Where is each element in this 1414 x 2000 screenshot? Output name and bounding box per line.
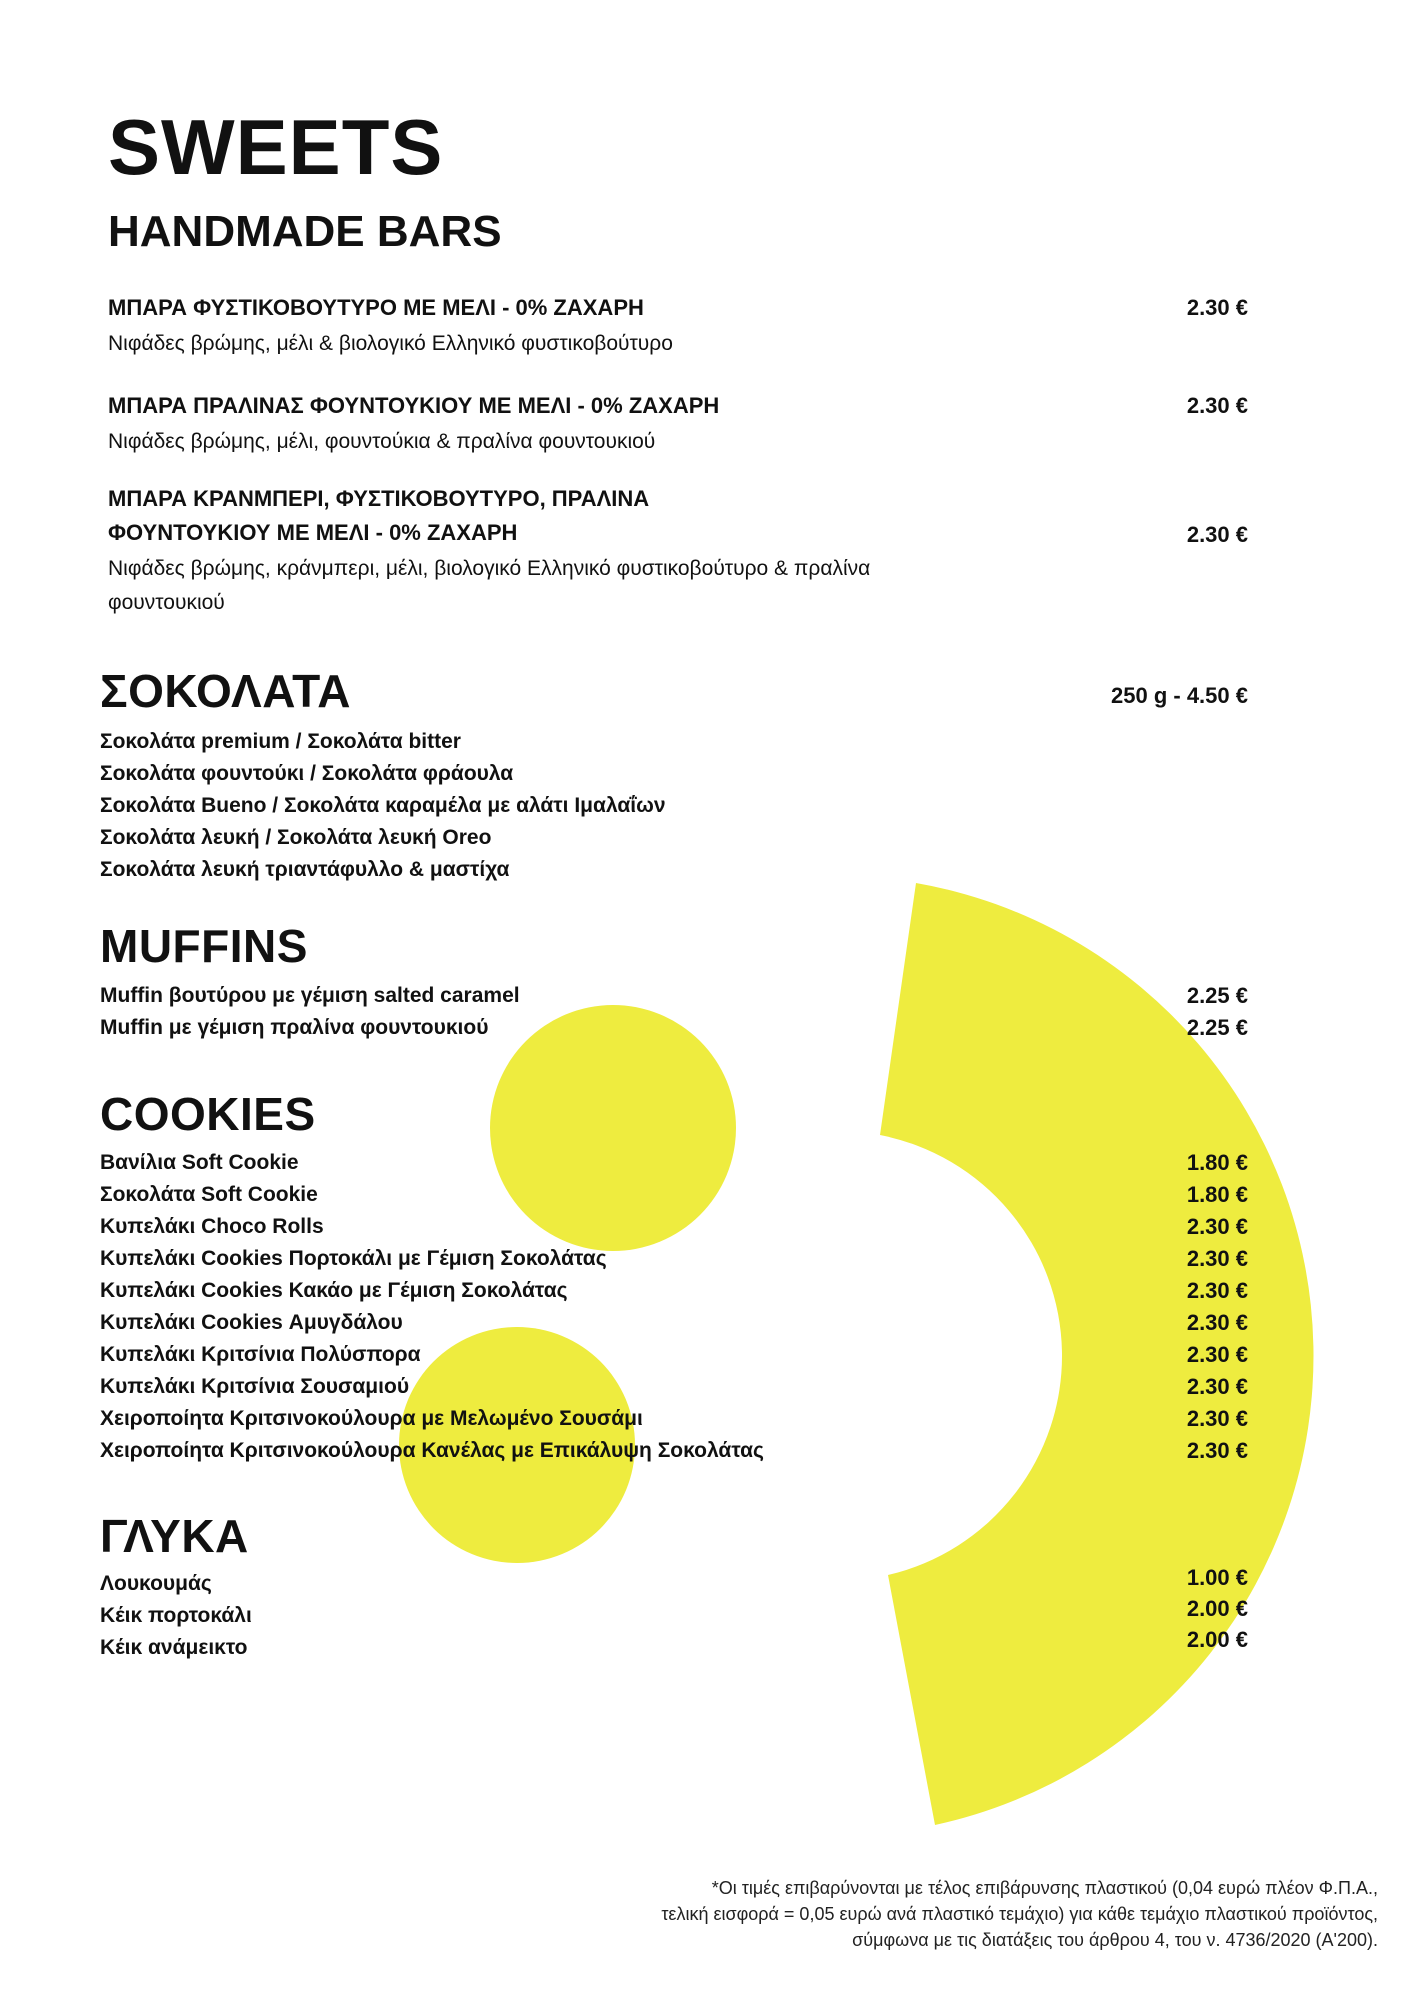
glyka-list: [100, 1568, 252, 1664]
list-item: [100, 854, 1248, 886]
list-item: [100, 1012, 1248, 1044]
item-name: Κυπελάκι Cookies Αμυγδάλου: [100, 1311, 403, 1334]
chocolate-price-note: 250 g - 4.50 €: [1111, 683, 1248, 708]
item-price: 2.30 €: [1186, 1374, 1248, 1399]
bar-price: 2.30 €: [1186, 295, 1248, 320]
item-name: Muffin με γέμιση πραλίνα φουντουκιού: [100, 1016, 489, 1039]
bar-description: Νιφάδες βρώμης, μέλι, φουντούκια & πραλίνα φουντουκιού: [108, 430, 656, 453]
item-price: 2.30 €: [1186, 1214, 1248, 1239]
section-title-chocolate: ΣΟΚΟΛΑΤΑ: [100, 665, 352, 717]
item-name: Βανίλια Soft Cookie: [100, 1151, 299, 1174]
item-price: 2.25 €: [1186, 983, 1248, 1008]
item-name: Λουκουμάς: [100, 1572, 212, 1595]
item-name: Κέικ πορτοκάλι: [100, 1604, 252, 1627]
item-price: 2.00 €: [1186, 1627, 1248, 1652]
bar-name: ΜΠΑΡΑ ΦΥΣΤΙΚΟΒΟΥΤΥΡΟ ΜΕ ΜΕΛΙ - 0% ΖΑΧΑΡΗ: [108, 295, 644, 320]
item-price: 2.25 €: [1186, 1015, 1248, 1040]
list-item: [100, 1435, 1248, 1467]
item-name: Σοκολάτα Soft Cookie: [100, 1183, 318, 1206]
list-item: [100, 790, 1248, 822]
list-item: [100, 1371, 1248, 1403]
item-name: Κέικ ανάμεικτο: [100, 1636, 248, 1659]
list-item: [100, 1147, 1248, 1179]
list-item: [100, 758, 1248, 790]
page-title: SWEETS: [108, 103, 444, 191]
footnote: [661, 1875, 1378, 1953]
item-name: Σοκολάτα Bueno / Σοκολάτα καραμέλα με αλάτι Ιμαλαΐων: [100, 794, 666, 817]
section-title-handmade-bars: HANDMADE BARS: [108, 207, 502, 256]
list-item: [100, 1403, 1248, 1435]
item-name: Κυπελάκι Cookies Κακάο με Γέμιση Σοκολάτας: [100, 1279, 568, 1302]
item-price: 2.30 €: [1186, 1310, 1248, 1335]
list-item: [100, 1275, 1248, 1307]
bar-item: [108, 291, 1248, 361]
list-item: [100, 980, 1248, 1012]
item-price: 2.30 €: [1186, 1278, 1248, 1303]
list-item: [100, 1211, 1248, 1243]
section-title-cookies: COOKIES: [100, 1088, 316, 1140]
item-name: Κυπελάκι Cookies Πορτοκάλι με Γέμιση Σοκολάτας: [100, 1247, 607, 1270]
list-item: [100, 1307, 1248, 1339]
bar-description: Νιφάδες βρώμης, μέλι & βιολογικό Ελληνικό φυστικοβούτυρο: [108, 332, 673, 355]
list-item: [100, 1179, 1248, 1211]
footnote-line: σύμφωνα με τις διατάξεις του άρθρου 4, του ν. 4736/2020 (Α'200).: [852, 1930, 1378, 1950]
list-item: [100, 1339, 1248, 1371]
list-item: [100, 1243, 1248, 1275]
item-name: Σοκολάτα λευκή τριαντάφυλλο & μαστίχα: [100, 858, 510, 881]
cookies-list: [100, 1147, 1248, 1467]
chocolate-list: [100, 726, 1248, 886]
section-title-muffins: MUFFINS: [100, 920, 308, 972]
list-item: [100, 822, 1248, 854]
bar-item: [108, 482, 1248, 620]
item-price: 2.30 €: [1186, 1342, 1248, 1367]
item-name: Χειροποίητα Κριτσινοκούλουρα με Μελωμένο Σουσάμι: [100, 1407, 643, 1430]
item-name: Κυπελάκι Κριτσίνια Πολύσπορα: [100, 1343, 421, 1366]
item-price: 2.00 €: [1186, 1596, 1248, 1621]
bar-name: ΜΠΑΡΑ ΠΡΑΛΙΝΑΣ ΦΟΥΝΤΟΥΚΙΟΥ ΜΕ ΜΕΛΙ - 0% ΖΑΧΑΡΗ: [108, 393, 720, 418]
item-price: 2.30 €: [1186, 1246, 1248, 1271]
item-name: Κυπελάκι Choco Rolls: [100, 1215, 324, 1238]
glyka-prices: [1187, 1562, 1248, 1655]
item-name: Σοκολάτα λευκή / Σοκολάτα λευκή Oreo: [100, 826, 492, 849]
item-price: 1.80 €: [1186, 1182, 1248, 1207]
list-item: [100, 726, 1248, 758]
footnote-line: *Οι τιμές επιβαρύνονται με τέλος επιβάρυνσης πλαστικού (0,04 ευρώ πλέον Φ.Π.Α.,: [711, 1878, 1378, 1898]
item-name: Κυπελάκι Κριτσίνια Σουσαμιού: [100, 1375, 410, 1398]
footnote-line: τελική εισφορά = 0,05 ευρώ ανά πλαστικό τεμάχιο) για κάθε τεμάχιο πλαστικού προϊόντος,: [661, 1904, 1378, 1924]
item-price: 2.30 €: [1186, 1406, 1248, 1431]
muffins-list: [100, 980, 1248, 1044]
bar-item: [108, 389, 1248, 459]
item-name: Muffin βουτύρου με γέμιση salted caramel: [100, 984, 520, 1007]
bar-name: ΜΠΑΡΑ ΚΡΑΝΜΠΕΡΙ, ΦΥΣΤΙΚΟΒΟΥΤΥΡΟ, ΠΡΑΛΙΝΑ ΦΟΥΝΤΟΥΚΙΟΥ ΜΕ ΜΕΛΙ - 0% ΖΑΧΑΡΗ: [108, 486, 650, 545]
section-title-glyka: ΓΛΥΚΑ: [100, 1510, 249, 1562]
item-price: 1.80 €: [1186, 1150, 1248, 1175]
item-name: Σοκολάτα premium / Σοκολάτα bitter: [100, 730, 461, 753]
bar-description: Νιφάδες βρώμης, κράνμπερι, μέλι, βιολογικό Ελληνικό φυστικοβούτυρο & πραλίνα φουντουκιού: [108, 557, 871, 614]
item-price: 2.30 €: [1186, 1438, 1248, 1463]
item-name: Σοκολάτα φουντούκι / Σοκολάτα φράουλα: [100, 762, 514, 785]
bar-price: 2.30 €: [1186, 393, 1248, 418]
item-price: 1.00 €: [1186, 1565, 1248, 1590]
item-name: Χειροποίητα Κριτσινοκούλουρα Κανέλας με Επικάλυψη Σοκολάτας: [100, 1439, 764, 1462]
bar-price: 2.30 €: [1186, 522, 1248, 547]
